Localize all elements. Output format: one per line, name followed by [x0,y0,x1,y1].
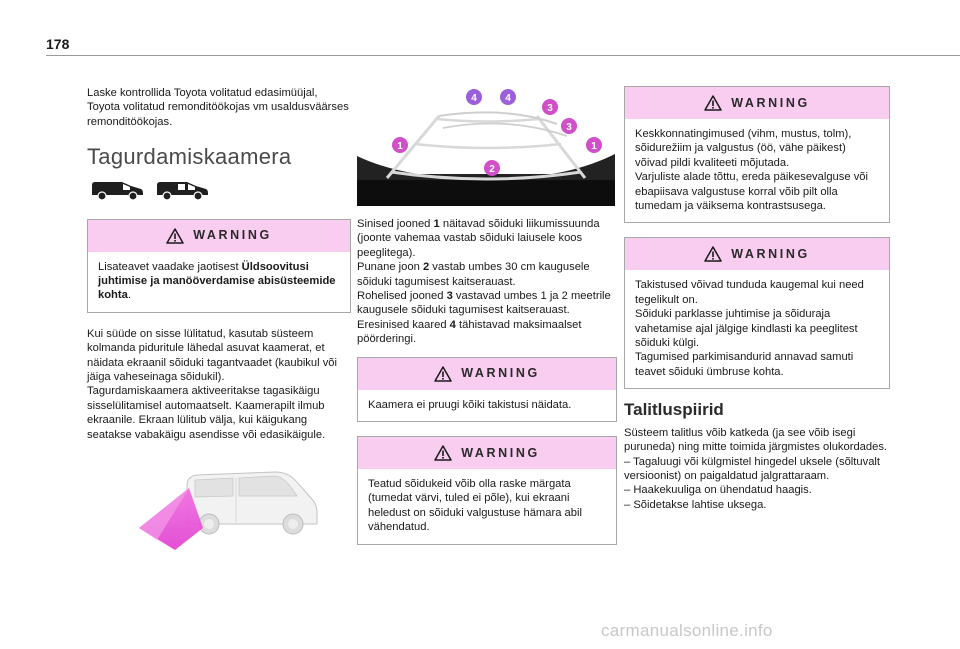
intro-text: Laske kontrollida Toyota volitatud edasimüüjal, Toyota volitatud remonditöökojas vm usaldusväärses remonditöökojas. [87,87,349,128]
column-1 [87,86,351,551]
section-heading: Tagurdamiskaamera [87,144,292,170]
marker-1a: 1 [397,141,403,152]
list-item: – Tagaluugi või külgmistel hingedel uksele (sõltuvalt versioonist) on paigaldatud jalgrattaraam. [624,455,881,482]
legend-blue-lines: Sinised jooned 1 näitavad sõiduki liikumissuunda (joonte vahemaa vastab sõiduki laiusele koos peeglitega). [357,218,600,259]
legend-green-lines: Rohelised jooned 3 vastavad umbes 1 ja 2 meetrile kaugusele sõiduki tagumisest kaitserauast. [357,290,611,317]
warning-header [358,437,616,469]
warning-title: WARNING [731,247,810,262]
warning-header [625,238,889,270]
marker-4a: 4 [471,93,477,104]
column-3 [624,86,890,512]
warning-header [358,358,616,390]
car-camera-icon [125,466,325,551]
warning-header [625,87,889,119]
list-item: – Haakekuuliga on ühendatud haagis. [624,484,812,497]
legend-red-line: Punane joon 2 vastab umbes 30 cm kaugusele sõiduki tagumisest kaitserauast. [357,261,590,288]
marker-3a: 3 [547,103,553,114]
vehicle-icons [89,177,351,201]
warning-text: Teatud sõidukeid võib olla raske märgata (tumedat värvi, tuled ei põle), kui ekraani heledust on sõiduki valgustuse hämara abil vähendatud. [368,478,582,534]
warning-text: Takistused võivad tunduda kaugemal kui need tegelikult on. Sõiduki parklasse juhtimise ja sõiduraja vahetamise ajal jälgige kindlasti ka peeglitest sõiduki külgi. Tagumised parkimisandurid annavad samuti teavet sõiduki ümbruse kohta. [635,279,864,378]
van-icon [154,177,210,201]
warning-triangle-icon [704,95,722,111]
warning-title: WARNING [461,366,540,381]
van-icon [89,177,145,201]
warning-triangle-icon [704,246,722,262]
warning-box [357,357,617,422]
warning-title: WARNING [731,95,810,110]
warning-header [88,220,350,252]
warning-text-part: . [127,289,131,302]
header-rule [46,55,960,56]
warning-triangle-icon [434,366,452,382]
warning-box [87,219,351,313]
marker-4b: 4 [505,93,511,104]
section-heading: Talitluspiirid [624,400,724,420]
list-item: – Sõidetakse lahtise uksega. [624,498,767,511]
marker-1b: 1 [591,141,597,152]
warning-text-part: Lisateavet vaadake jaotisest [98,260,242,273]
warning-text: Keskkonnatingimused (vihm, mustus, tolm), sõidurežiim ja valgustus (öö, vähe päikest) võivad pildi kvaliteeti mõjutada. Varjuliste alade tõttu, ereda päikesevalguse või ebapiisava valgustuse korral võib pilt olla tumedam ja väiksema kontrastsusega. [635,128,869,213]
page-number: 178 [46,36,70,52]
marker-2: 2 [489,164,495,175]
camera-view-image [357,86,615,206]
marker-3b: 3 [566,122,572,133]
body-text: Süsteem talitlus võib katkeda (ja see võib isegi puruneda) ning mitte toimida järgmistes olukordades. [624,426,888,454]
warning-reference: Üldsoovitusi juhtimise ja manööverdamise abisüsteemide kohta [98,260,336,302]
warning-title: WARNING [461,445,540,460]
body-text: Kui süüde on sisse lülitatud, kasutab süsteem kolmanda piduritule lähedal asuvat kaamerat, et näidata ekraanil sõiduki tagantvaadet (kaubikul või jäiga vaheseinaga sõidukil). Tagurdamiskaamera aktiveeritakse tagasikäigu sisselülitamisel automaatselt. Kaamerapilt ilmub ekraanile. Ekraan lülitub välja, kui käigukang seatakse vabakäigu asendisse või edasikäigule. [87,327,338,441]
warning-triangle-icon [434,445,452,461]
warning-text [88,252,350,312]
column-2 [357,86,617,559]
warning-box [624,86,890,223]
warning-box [357,436,617,545]
watermark: carmanualsonline.info [601,621,773,640]
warning-title: WARNING [193,228,272,243]
warning-triangle-icon [166,228,184,244]
legend-blue-arcs: Eresinised kaared 4 tähistavad maksimaalset pöörderingi. [357,318,582,346]
warning-box [624,237,890,389]
warning-text: Kaamera ei pruugi kõiki takistusi näidata. [368,398,572,411]
